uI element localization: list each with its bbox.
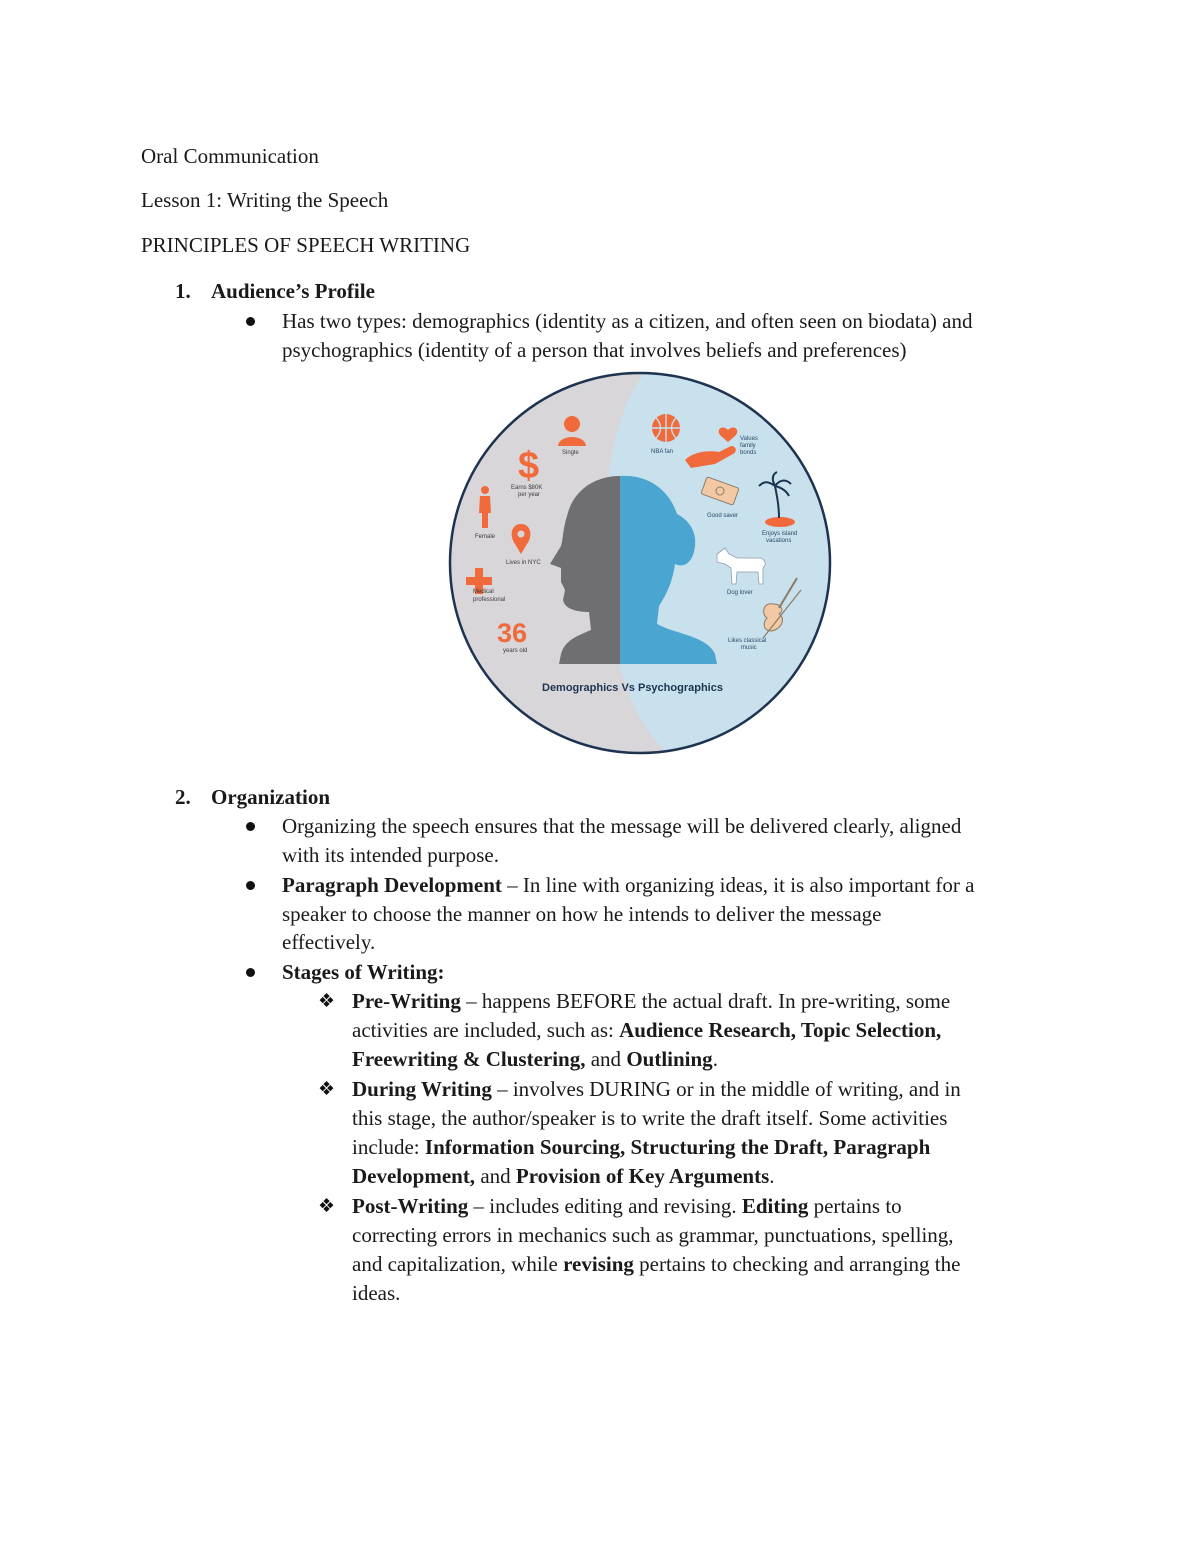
label-medical-1: Medical [473,589,494,595]
during-writing-term: During Writing [352,1077,492,1101]
paragraph-development-text: – In line with organizing ideas, it is also important for a [501,873,975,897]
demographics-vs-psychographics-figure [445,368,835,758]
dollar-icon: $ [518,445,540,487]
label-saver: Good saver [707,513,739,519]
audience-bullet-line-2: psychographics (identity of a person that involves beliefs and preferences) [282,338,907,362]
during-writing-text: . [769,1164,775,1188]
label-nba: NBA fan [651,449,674,455]
during-writing-text: and [475,1164,516,1188]
audience-bullet-line-1: Has two types: demographics (identity as a citizen, and often seen on biodata) and [282,309,973,333]
during-writing-activities: Information Sourcing, Structuring the Draft, Paragraph [424,1135,931,1159]
label-values-2: family [740,443,756,449]
during-writing-line-2: this stage, the author/speaker is to write the draft itself. Some activities [352,1106,948,1130]
organization-bullet-1-line-1: Organizing the speech ensures that the message will be delivered clearly, aligned [282,814,962,838]
paragraph-development-line-3: effectively. [282,930,376,954]
label-female: Female [475,534,496,540]
figure-caption: Demographics Vs Psychographics [542,682,723,694]
during-writing-text: include: [352,1135,425,1159]
post-writing-text: – includes editing and revising. [468,1194,742,1218]
post-writing-text: pertains to [808,1194,902,1218]
item-title-organization: Organization [211,785,330,809]
during-writing-activities: Development, [352,1164,476,1188]
label-values-3: bonds [740,450,757,456]
label-island-1: Enjoys island [762,531,798,537]
label-island-2: vacations [766,538,792,544]
post-writing-line-4: ideas. [352,1281,401,1305]
pre-writing-activities: Freewriting & Clustering, [352,1047,586,1071]
pre-writing-activities: Audience Research, Topic Selection, [619,1018,942,1042]
bullet-icon [246,822,255,831]
pre-writing-line-3 [352,1045,718,1074]
age-number: 36 [497,618,528,648]
label-earns-2: per year [518,492,541,498]
stages-of-writing-heading: Stages of Writing: [282,960,445,984]
diamond-bullet-icon: ❖ [318,991,336,1012]
pre-writing-text: – happens BEFORE the actual draft. In pre-writing, some [460,989,951,1013]
item-number-2: 2. [175,785,191,809]
diamond-bullet-icon: ❖ [318,1079,336,1100]
diamond-bullet-icon: ❖ [318,1196,336,1217]
label-earns-1: Earns $80K [511,485,543,491]
paragraph-development-term: Paragraph Development [282,873,502,897]
during-writing-line-3 [352,1133,930,1162]
pre-writing-line-1 [352,987,950,1016]
editing-term: Editing [741,1194,809,1218]
during-writing-text: – involves DURING or in the middle of writing, and in [491,1077,961,1101]
pre-writing-line-2 [352,1016,941,1045]
label-dog: Dog lover [727,590,753,596]
post-writing-line-1 [352,1192,902,1221]
pre-writing-text: . [712,1047,718,1071]
revising-term: revising [563,1252,634,1276]
lesson-title: Lesson 1: Writing the Speech [141,188,389,212]
item-title-audience-profile: Audience’s Profile [211,279,375,303]
bullet-icon [246,317,255,326]
label-values-1: Values [740,436,758,442]
label-lives: Lives in NYC [506,560,541,566]
bullet-icon [246,881,255,890]
pre-writing-text: and [585,1047,627,1071]
post-writing-line-2: correcting errors in mechanics such as grammar, punctuations, spelling, [352,1223,954,1247]
section-title: PRINCIPLES OF SPEECH WRITING [141,233,471,257]
label-age-text: years old [503,648,528,654]
post-writing-line-3 [352,1250,960,1279]
post-writing-text: and capitalization, while [352,1252,564,1276]
label-single: Single [562,450,579,456]
post-writing-text: pertains to checking and arranging the [633,1252,961,1276]
pre-writing-term: Pre-Writing [352,989,461,1013]
organization-bullet-1-line-2: with its intended purpose. [282,843,499,867]
during-writing-line-4 [352,1162,775,1191]
paragraph-development-line-2: speaker to choose the manner on how he intends to deliver the message [282,902,882,926]
label-music-2: music [741,645,757,651]
item-number-1: 1. [175,279,191,303]
paragraph-development-line-1 [282,871,975,900]
bullet-icon [246,968,255,977]
label-medical-2: professional [473,597,506,603]
basketball-icon [652,414,680,442]
subject-title: Oral Communication [141,144,319,168]
during-writing-activities: Provision of Key Arguments [515,1164,770,1188]
pre-writing-text: activities are included, such as: [352,1018,620,1042]
label-music-1: Likes classical [728,638,767,644]
post-writing-term: Post-Writing [352,1194,469,1218]
pre-writing-activities: Outlining [626,1047,713,1071]
during-writing-line-1 [352,1075,961,1104]
